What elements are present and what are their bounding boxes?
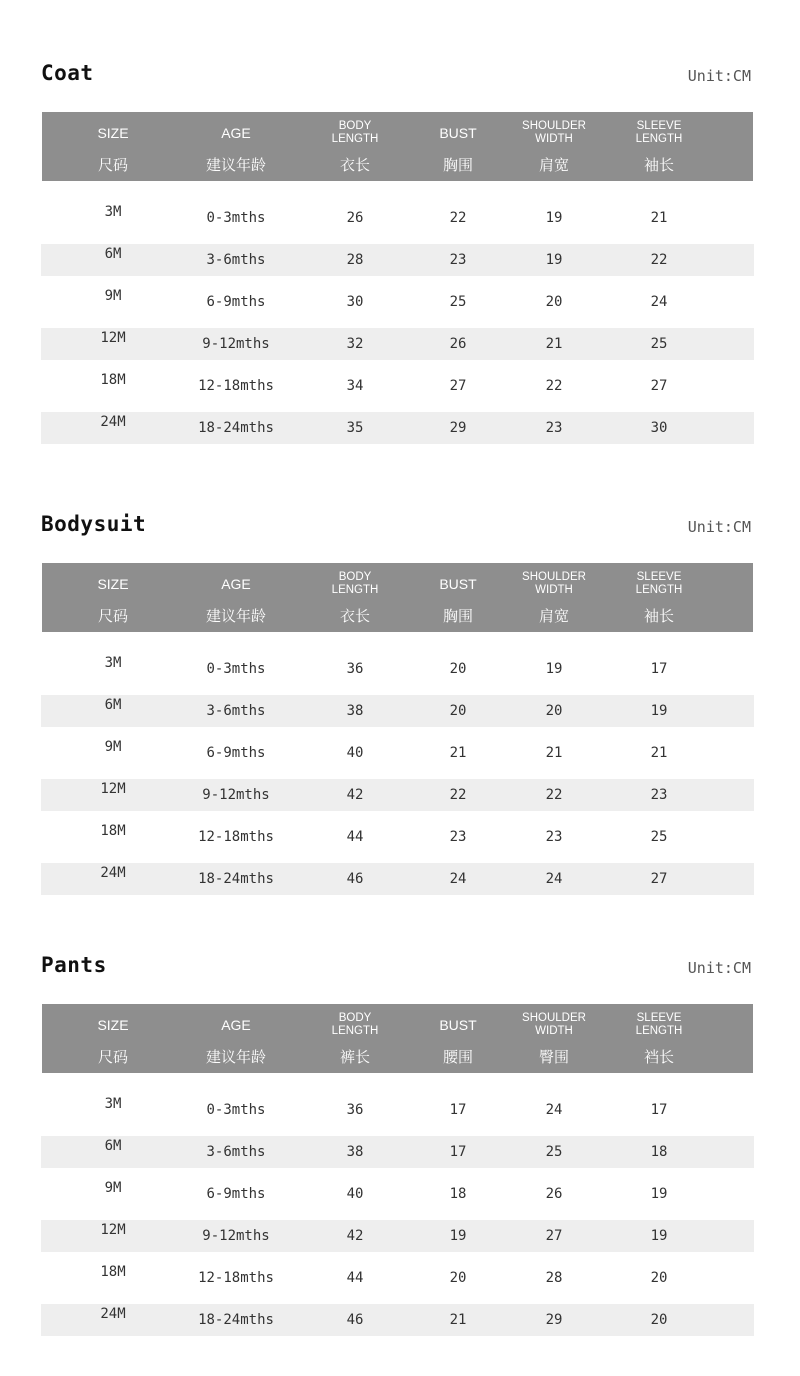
table-cell: 6-9mths xyxy=(206,294,266,310)
table-cell: 19 xyxy=(545,210,563,226)
header-cell xyxy=(300,563,410,632)
table-cell: 21 xyxy=(545,336,563,352)
table-cell: 26 xyxy=(346,210,364,226)
header-cell xyxy=(499,1004,609,1073)
header-cell xyxy=(300,112,410,181)
table-cell: 36 xyxy=(346,1102,364,1118)
table-cell: 23 xyxy=(650,787,668,803)
table-row xyxy=(41,1094,754,1126)
table-row xyxy=(41,328,754,360)
table-cell: 20 xyxy=(650,1312,668,1328)
table-cell: 28 xyxy=(346,252,364,268)
table-cell: 42 xyxy=(346,787,364,803)
header-cell xyxy=(58,563,168,632)
table-cell: 22 xyxy=(545,787,563,803)
table-cell: 18M xyxy=(100,823,126,839)
header-label-en: BUST xyxy=(439,576,477,592)
size-table-section xyxy=(0,512,800,892)
unit-label: Unit:CM xyxy=(687,518,751,536)
table-cell: 19 xyxy=(650,1186,668,1202)
table-cell: 9M xyxy=(104,1180,122,1196)
table-cell: 24 xyxy=(545,871,563,887)
header-label-zh: 建议年龄 xyxy=(205,156,266,174)
table-cell: 18-24mths xyxy=(198,871,274,887)
table-cell: 0-3mths xyxy=(206,210,266,226)
table-cell: 12-18mths xyxy=(198,1270,274,1286)
header-label-zh: 肩宽 xyxy=(538,156,569,174)
table-cell: 30 xyxy=(346,294,364,310)
table-cell: 17 xyxy=(449,1102,467,1118)
header-cell xyxy=(604,563,714,632)
table-cell: 38 xyxy=(346,703,364,719)
table-cell: 22 xyxy=(545,378,563,394)
table-cell: 38 xyxy=(346,1144,364,1160)
table-row xyxy=(41,370,754,402)
table-cell: 46 xyxy=(346,871,364,887)
table-cell: 3M xyxy=(104,204,122,220)
table-row xyxy=(41,202,754,234)
table-cell: 21 xyxy=(650,745,668,761)
header-label-en: BODY LENGTH xyxy=(331,120,379,145)
unit-label: Unit:CM xyxy=(687,67,751,85)
table-row xyxy=(41,1304,754,1336)
table-row xyxy=(41,737,754,769)
table-cell: 24M xyxy=(100,414,126,430)
table-header xyxy=(42,1004,753,1073)
table-cell: 29 xyxy=(545,1312,563,1328)
table-cell: 6-9mths xyxy=(206,1186,266,1202)
header-cell xyxy=(58,112,168,181)
table-cell: 27 xyxy=(650,871,668,887)
table-cell: 20 xyxy=(545,703,563,719)
header-label-zh: 衣长 xyxy=(339,156,370,174)
table-cell: 35 xyxy=(346,420,364,436)
table-cell: 6M xyxy=(104,246,122,262)
table-row xyxy=(41,1136,754,1168)
table-cell: 20 xyxy=(449,661,467,677)
table-cell: 3M xyxy=(104,655,122,671)
table-cell: 18-24mths xyxy=(198,1312,274,1328)
header-label-zh: 裆长 xyxy=(643,1048,674,1066)
table-cell: 44 xyxy=(346,1270,364,1286)
header-label-zh: 胸围 xyxy=(442,156,473,174)
table-cell: 17 xyxy=(650,1102,668,1118)
table-cell: 36 xyxy=(346,661,364,677)
table-row xyxy=(41,821,754,853)
table-cell: 19 xyxy=(545,661,563,677)
header-label-en: AGE xyxy=(221,125,251,141)
table-cell: 19 xyxy=(650,703,668,719)
section-title: Pants xyxy=(41,953,107,977)
header-label-en: BUST xyxy=(439,125,477,141)
table-cell: 9-12mths xyxy=(202,1228,270,1244)
header-label-en: SIZE xyxy=(97,576,129,592)
table-row xyxy=(41,1178,754,1210)
table-cell: 6M xyxy=(104,697,122,713)
table-cell: 21 xyxy=(650,210,668,226)
table-cell: 25 xyxy=(449,294,467,310)
header-label-en: SHOULDER WIDTH xyxy=(522,1012,586,1037)
table-cell: 3-6mths xyxy=(206,252,266,268)
header-label-en: SLEEVE LENGTH xyxy=(635,571,683,596)
header-label-en: SHOULDER WIDTH xyxy=(522,571,586,596)
header-label-zh: 袖长 xyxy=(643,607,674,625)
table-header xyxy=(42,112,753,181)
header-label-en: SIZE xyxy=(97,125,129,141)
table-cell: 40 xyxy=(346,745,364,761)
table-cell: 18M xyxy=(100,372,126,388)
header-cell xyxy=(403,112,513,181)
table-cell: 30 xyxy=(650,420,668,436)
table-cell: 0-3mths xyxy=(206,1102,266,1118)
table-cell: 17 xyxy=(650,661,668,677)
table-cell: 46 xyxy=(346,1312,364,1328)
table-cell: 24 xyxy=(449,871,467,887)
table-cell: 22 xyxy=(449,787,467,803)
table-cell: 18M xyxy=(100,1264,126,1280)
table-cell: 20 xyxy=(449,703,467,719)
table-cell: 29 xyxy=(449,420,467,436)
header-label-zh: 臀围 xyxy=(538,1048,569,1066)
table-cell: 19 xyxy=(650,1228,668,1244)
header-label-zh: 腰围 xyxy=(442,1048,473,1066)
header-label-zh: 建议年龄 xyxy=(205,607,266,625)
table-cell: 26 xyxy=(545,1186,563,1202)
table-cell: 18-24mths xyxy=(198,420,274,436)
table-cell: 12M xyxy=(100,1222,126,1238)
header-cell xyxy=(604,1004,714,1073)
table-cell: 20 xyxy=(650,1270,668,1286)
header-cell xyxy=(181,1004,291,1073)
table-row xyxy=(41,863,754,895)
table-cell: 22 xyxy=(449,210,467,226)
table-cell: 12M xyxy=(100,330,126,346)
header-cell xyxy=(58,1004,168,1073)
header-label-en: AGE xyxy=(221,576,251,592)
table-cell: 23 xyxy=(545,829,563,845)
header-label-zh: 建议年龄 xyxy=(205,1048,266,1066)
size-table-section xyxy=(0,61,800,441)
table-cell: 24 xyxy=(545,1102,563,1118)
section-title: Coat xyxy=(41,61,94,85)
table-cell: 23 xyxy=(545,420,563,436)
header-label-zh: 尺码 xyxy=(97,156,128,174)
size-table-section xyxy=(0,953,800,1333)
header-cell xyxy=(181,112,291,181)
table-cell: 23 xyxy=(449,829,467,845)
table-cell: 22 xyxy=(650,252,668,268)
section-title: Bodysuit xyxy=(41,512,147,536)
table-cell: 26 xyxy=(449,336,467,352)
table-cell: 9-12mths xyxy=(202,336,270,352)
table-cell: 6-9mths xyxy=(206,745,266,761)
header-cell xyxy=(300,1004,410,1073)
table-cell: 42 xyxy=(346,1228,364,1244)
table-cell: 34 xyxy=(346,378,364,394)
table-cell: 23 xyxy=(449,252,467,268)
table-row xyxy=(41,1262,754,1294)
table-cell: 25 xyxy=(545,1144,563,1160)
header-label-zh: 胸围 xyxy=(442,607,473,625)
table-cell: 32 xyxy=(346,336,364,352)
table-row xyxy=(41,779,754,811)
header-label-en: BODY LENGTH xyxy=(331,1012,379,1037)
table-cell: 24M xyxy=(100,1306,126,1322)
header-label-en: SLEEVE LENGTH xyxy=(635,120,683,145)
table-cell: 27 xyxy=(650,378,668,394)
table-cell: 21 xyxy=(449,745,467,761)
header-cell xyxy=(403,563,513,632)
table-cell: 3M xyxy=(104,1096,122,1112)
table-cell: 27 xyxy=(449,378,467,394)
header-label-zh: 尺码 xyxy=(97,1048,128,1066)
table-cell: 12M xyxy=(100,781,126,797)
table-cell: 44 xyxy=(346,829,364,845)
table-cell: 28 xyxy=(545,1270,563,1286)
header-label-zh: 袖长 xyxy=(643,156,674,174)
table-cell: 12-18mths xyxy=(198,829,274,845)
table-cell: 21 xyxy=(449,1312,467,1328)
header-label-en: SIZE xyxy=(97,1017,129,1033)
header-cell xyxy=(499,112,609,181)
header-label-zh: 裤长 xyxy=(339,1048,370,1066)
table-cell: 17 xyxy=(449,1144,467,1160)
table-cell: 3-6mths xyxy=(206,1144,266,1160)
table-row xyxy=(41,244,754,276)
table-header xyxy=(42,563,753,632)
header-cell xyxy=(181,563,291,632)
header-label-en: BUST xyxy=(439,1017,477,1033)
table-row xyxy=(41,1220,754,1252)
header-cell xyxy=(499,563,609,632)
table-cell: 3-6mths xyxy=(206,703,266,719)
table-cell: 6M xyxy=(104,1138,122,1154)
table-cell: 19 xyxy=(545,252,563,268)
table-cell: 25 xyxy=(650,336,668,352)
header-cell xyxy=(604,112,714,181)
table-row xyxy=(41,286,754,318)
table-cell: 9-12mths xyxy=(202,787,270,803)
header-label-en: AGE xyxy=(221,1017,251,1033)
table-cell: 9M xyxy=(104,288,122,304)
table-cell: 27 xyxy=(545,1228,563,1244)
header-cell xyxy=(403,1004,513,1073)
header-label-zh: 肩宽 xyxy=(538,607,569,625)
table-cell: 0-3mths xyxy=(206,661,266,677)
table-cell: 40 xyxy=(346,1186,364,1202)
table-cell: 18 xyxy=(650,1144,668,1160)
unit-label: Unit:CM xyxy=(687,959,751,977)
header-label-zh: 衣长 xyxy=(339,607,370,625)
table-cell: 20 xyxy=(449,1270,467,1286)
header-label-en: SHOULDER WIDTH xyxy=(522,120,586,145)
table-row xyxy=(41,653,754,685)
table-cell: 18 xyxy=(449,1186,467,1202)
table-cell: 9M xyxy=(104,739,122,755)
table-row xyxy=(41,412,754,444)
table-row xyxy=(41,695,754,727)
table-cell: 19 xyxy=(449,1228,467,1244)
table-cell: 24 xyxy=(650,294,668,310)
table-cell: 20 xyxy=(545,294,563,310)
header-label-en: BODY LENGTH xyxy=(331,571,379,596)
table-cell: 24M xyxy=(100,865,126,881)
table-cell: 25 xyxy=(650,829,668,845)
table-cell: 12-18mths xyxy=(198,378,274,394)
table-cell: 21 xyxy=(545,745,563,761)
header-label-zh: 尺码 xyxy=(97,607,128,625)
header-label-en: SLEEVE LENGTH xyxy=(635,1012,683,1037)
